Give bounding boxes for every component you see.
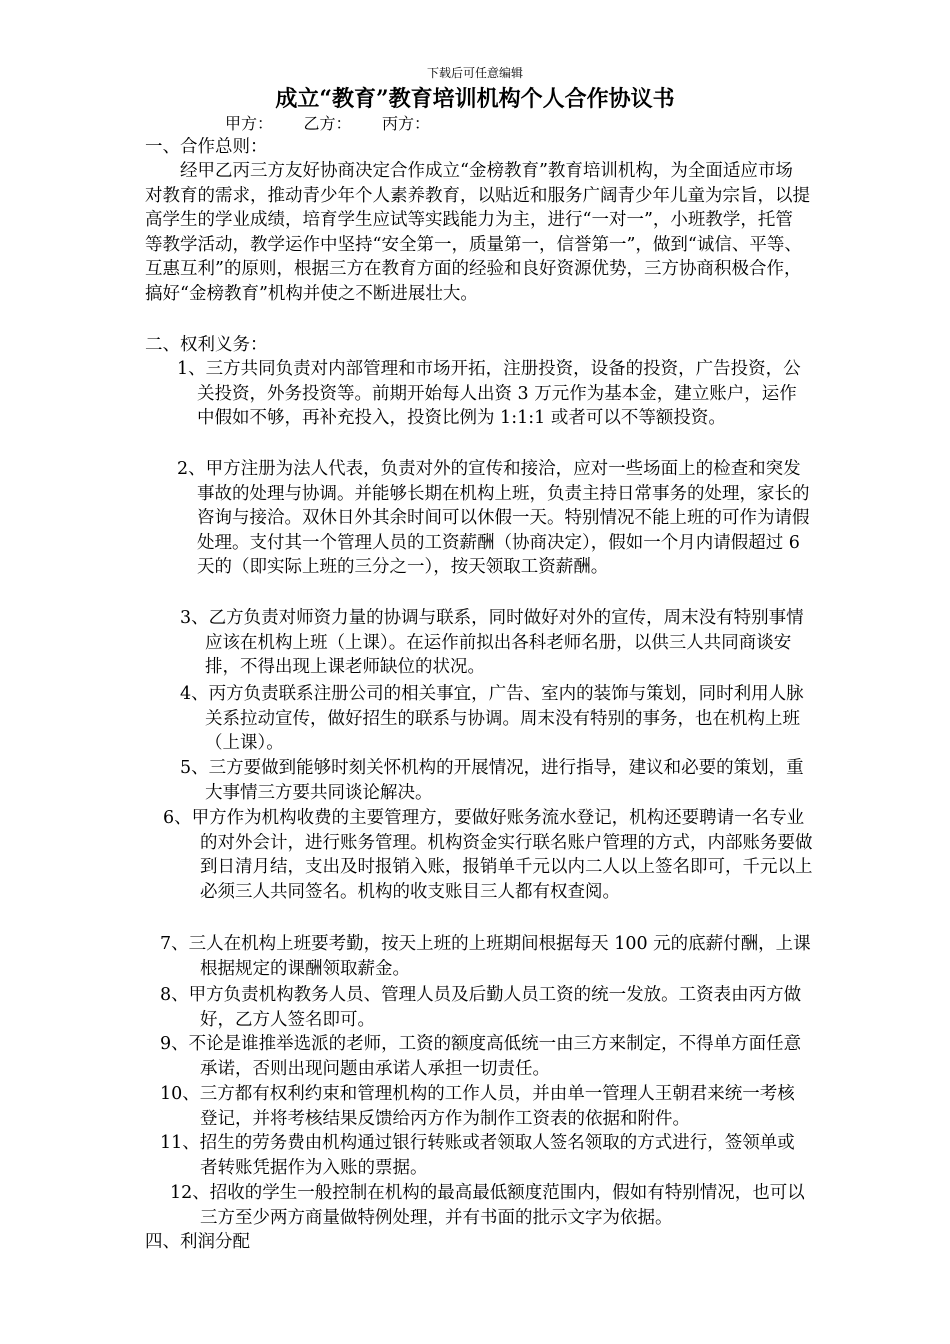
clause-11: 11、招生的劳务费由机构通过银行转账或者领取人签名领取的方式进行，签领单或者转账凭据作为入账的票据。 [160, 1133, 795, 1178]
header-note: 下载后可任意编辑 [426, 66, 523, 80]
clause-2: 2、甲方注册为法人代表，负责对外的宣传和接洽，应对一些场面上的检查和突发事故的处理与协调。并能够长期在机构上班，负责主持日常事务的处理，家长的咨询与接洽。双休日外其余时间可以休假一天。特别情况不能上班的可作为请假处理。支付其一个管理人员的工资薪酬（协商决定），假如一个月内请假超过 6 天的（即实际上班的三分之一），按天领取工资薪酬。 [177, 459, 810, 578]
clause-7: 7、三人在机构上班要考勤，按天上班的上班期间根据每天 100 元的底薪付酬，上课根据规定的课酬领取薪金。 [160, 934, 811, 979]
section-heading-rights: 二、权利义务： [145, 335, 268, 355]
section-heading-general: 一、合作总则： [145, 137, 268, 157]
document-title: 成立“教育”教育培训机构个人合作协议书 [275, 86, 675, 112]
intro-paragraph: 经甲乙丙三方友好协商决定合作成立“金榜教育”教育培训机构，为全面适应市场对教育的需求，推动青少年个人素养教育，以贴近和服务广阔青少年儿童为宗旨，以提高学生的学业成绩，培育学生应试等实践能力为主，进行“一对一”，小班教学，托管等教学活动，教学运作中坚持“安全第一，质量第一，信誉第一”，做到“诚信、平等、互惠互利”的原则，根据三方在教育方面的经验和良好资源优势，三方协商积极合作，搞好“金榜教育”机构并使之不断进展壮大。 [145, 161, 810, 304]
clause-4: 4、丙方负责联系注册公司的相关事宜，广告、室内的装饰与策划，同时利用人脉关系拉动宣传，做好招生的联系与协调。周末没有特别的事务，也在机构上班（上课）。 [180, 684, 804, 754]
section-heading-profit: 四、利润分配 [145, 1232, 250, 1252]
clause-12: 12、招收的学生一般控制在机构的最高最低额度范围内，假如有特别情况，也可以三方至少两方商量做特例处理，并有书面的批示文字为依据。 [170, 1183, 805, 1228]
clause-5: 5、三方要做到能够时刻关怀机构的开展情况，进行指导，建议和必要的策划，重大事情三方要共同谈论解决。 [180, 758, 804, 803]
clause-3: 3、乙方负责对师资力量的协调与联系，同时做好对外的宣传，周末没有特别事情应该在机构上班（上课）。在运作前拟出各科老师名册，以供三人共同商谈安排，不得出现上课老师缺位的状况。 [180, 608, 804, 678]
clause-8: 8、甲方负责机构教务人员、管理人员及后勤人员工资的统一发放。工资表由丙方做好，乙方人签名即可。 [160, 985, 802, 1030]
clause-10: 10、三方都有权利约束和管理机构的工作人员，并由单一管理人王朝君来统一考核登记，并将考核结果反馈给丙方作为制作工资表的依据和附件。 [160, 1084, 795, 1129]
clause-1: 1、三方共同负责对内部管理和市场开拓，注册投资，设备的投资，广告投资，公关投资，外务投资等。前期开始每人出资 3 万元作为基本金，建立账户，运作中假如不够，再补充投入，投资比例为 1:1:1 或者可以不等额投资。 [177, 359, 801, 429]
parties-line: 甲方： 乙方： 丙方： [225, 114, 431, 133]
clause-6: 6、甲方作为机构收费的主要管理方，要做好账务流水登记，机构还要聘请一名专业的对外会计，进行账务管理。机构资金实行联名账户管理的方式，内部账务要做到日清月结，支出及时报销入账，报销单千元以内二人以上签名即可，千元以上必须三人共同签名。机构的收支账目三人都有权查阅。 [163, 808, 813, 902]
clause-9: 9、不论是谁推举选派的老师，工资的额度高低统一由三方来制定，不得单方面任意承诺，否则出现问题由承诺人承担一切责任。 [160, 1034, 802, 1079]
